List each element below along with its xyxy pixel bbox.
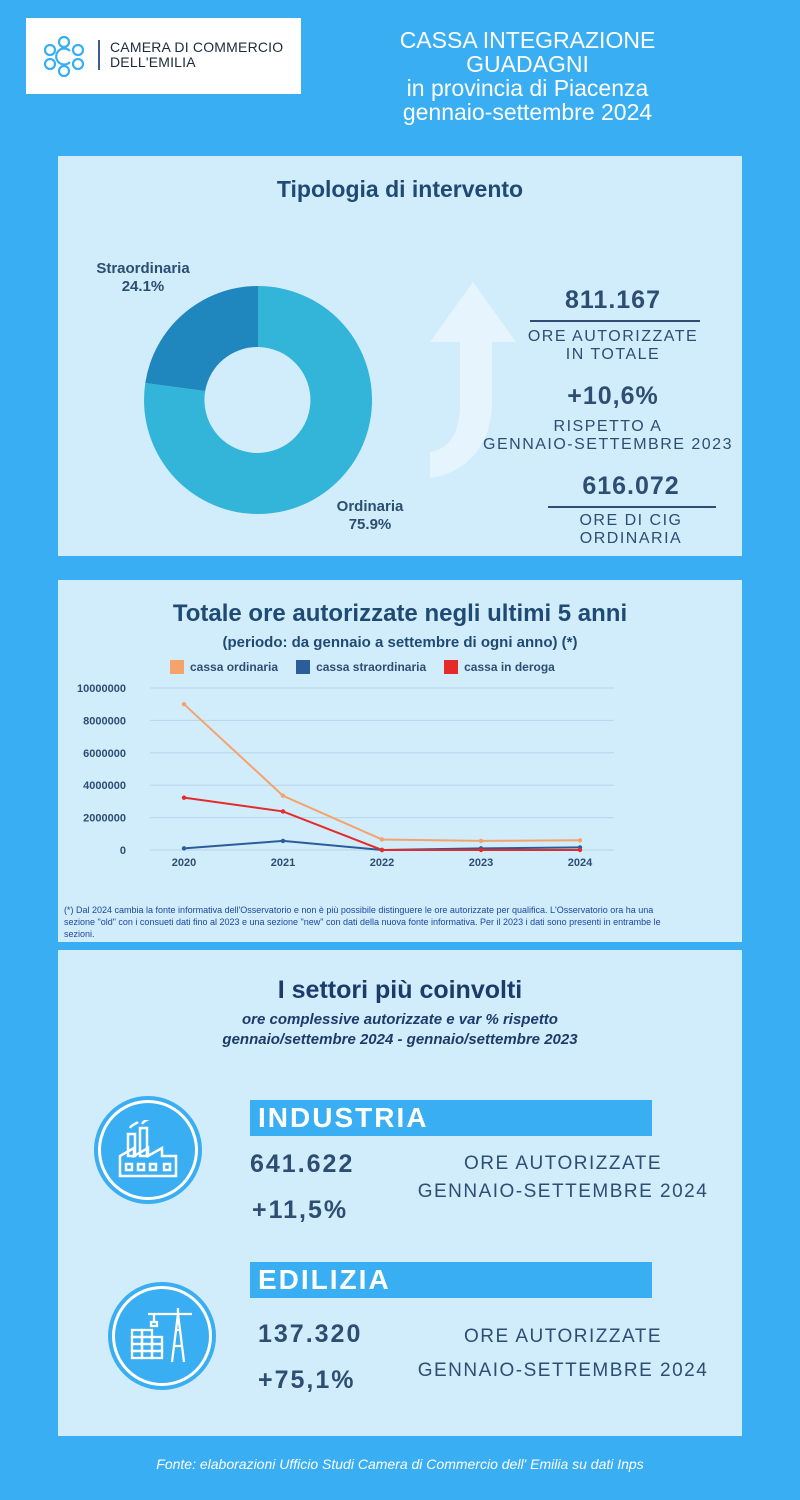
- page-title: [360, 28, 695, 124]
- chamber-logo-icon: [40, 34, 88, 78]
- industria-header: INDUSTRIA: [250, 1100, 652, 1136]
- legend-label: cassa ordinaria: [190, 660, 279, 674]
- legend-label: cassa straordinaria: [316, 660, 427, 674]
- data-point: [578, 848, 582, 852]
- ordinary-hours-value: 616.072: [582, 472, 680, 500]
- title-line-2: GUADAGNI: [466, 51, 589, 77]
- y-tick-label: 0: [119, 845, 126, 857]
- industria-label: [408, 1150, 718, 1206]
- logo-line-2: DELL'EMILIA: [110, 54, 196, 70]
- industria-label-1: ORE AUTORIZZATE: [463, 1153, 663, 1174]
- construction-icon: [128, 1304, 194, 1366]
- trend-title: Totale ore autorizzate negli ultimi 5 anni: [172, 600, 628, 627]
- data-point: [479, 848, 483, 852]
- title-line-4: gennaio-settembre 2024: [402, 99, 653, 125]
- edilizia-label-1: ORE AUTORIZZATE: [463, 1326, 663, 1347]
- edilizia-hours: 137.320: [258, 1320, 363, 1348]
- legend-item-straordinaria: [296, 660, 426, 674]
- donut-slice-straordinaria: [145, 286, 258, 391]
- legend-swatch: [296, 660, 310, 674]
- total-hours-value: 811.167: [565, 286, 661, 314]
- pie-label-ordinaria-name: Ordinaria: [336, 498, 404, 515]
- logo-line-1: CAMERA DI COMMERCIO: [110, 39, 284, 55]
- data-point: [380, 848, 384, 852]
- chart-legend: [170, 660, 555, 674]
- settori-subtitle: [58, 1010, 742, 1050]
- series-line: [184, 704, 580, 841]
- data-point: [281, 794, 285, 798]
- x-tick-label: 2024: [567, 857, 593, 869]
- data-point: [479, 839, 483, 843]
- x-tick-label: 2021: [270, 857, 296, 869]
- trend-line-chart: [58, 678, 742, 878]
- data-point: [182, 702, 186, 706]
- settori-title: I settori più coinvolti: [277, 976, 523, 1004]
- pie-label-straordinaria-pct: 24.1%: [121, 278, 165, 295]
- total-hours-label: [508, 328, 718, 364]
- industria-hours: 641.622: [250, 1150, 355, 1178]
- trend-subtitle: (periodo: da gennaio a settembre di ogni anno) (*): [222, 634, 578, 651]
- donut-chart: [144, 286, 372, 514]
- ordinary-hours-divider: [548, 506, 716, 508]
- variation-value: +10,6%: [567, 382, 659, 410]
- edilizia-header: EDILIZIA: [250, 1262, 652, 1298]
- data-point: [281, 839, 285, 843]
- y-tick-label: 10000000: [77, 683, 126, 695]
- industria-variation: +11,5%: [252, 1196, 349, 1224]
- legend-label: cassa in deroga: [464, 660, 555, 674]
- data-point: [182, 795, 186, 799]
- industry-icon-circle: [94, 1096, 202, 1204]
- x-tick-label: 2022: [369, 857, 395, 869]
- settori-subtitle-1: ore complessive autorizzate e var % rispetto: [242, 1011, 558, 1028]
- pie-label-ordinaria-pct: 75.9%: [348, 516, 392, 533]
- trend-panel: [58, 580, 742, 942]
- pie-label-straordinaria: [78, 260, 208, 296]
- variation-label: [478, 418, 738, 454]
- title-line-3: in provincia di Piacenza: [406, 75, 649, 101]
- ordinary-hours-label-1: ORE DI CIG: [579, 512, 683, 529]
- total-hours-label-2: IN TOTALE: [565, 346, 661, 363]
- intervento-panel: [58, 156, 742, 556]
- logo-text: [110, 40, 283, 70]
- data-point: [380, 837, 384, 841]
- data-point: [281, 809, 285, 813]
- data-point: [182, 846, 186, 850]
- edilizia-label: [408, 1320, 718, 1388]
- variation-label-1: RISPETTO A: [553, 418, 663, 435]
- total-hours-label-1: ORE AUTORIZZATE: [527, 328, 699, 345]
- footer-source: Fonte: elaborazioni Ufficio Studi Camera di Commercio dell' Emilia su dati Inps: [156, 1456, 644, 1472]
- trend-footnote: (*) Dal 2024 cambia la fonte informativa dell'Osservatorio e non è più possibile distinguere le ore autorizzate per qualifica. L'Osservatorio ora ha una sezione "old" con i consueti dati fino al 2023 e una sezione "new" con dati della nuova fonte informativa. Per il 2023 i dati sono presenti in entrambe le sezioni.: [64, 905, 661, 939]
- industria-label-2: GENNAIO-SETTEMBRE 2024: [417, 1181, 709, 1202]
- title-line-1: CASSA INTEGRAZIONE: [399, 27, 656, 53]
- settori-panel: [58, 950, 742, 1436]
- series-line: [184, 798, 580, 850]
- x-tick-label: 2023: [468, 857, 494, 869]
- y-tick-label: 2000000: [83, 812, 126, 825]
- ordinary-hours-label-2: ORDINARIA: [579, 530, 683, 547]
- legend-item-deroga: [444, 660, 555, 674]
- edilizia-variation: +75,1%: [258, 1366, 356, 1394]
- data-point: [578, 838, 582, 842]
- intervento-title: Tipologia di intervento: [276, 176, 524, 202]
- pie-label-ordinaria: [310, 498, 430, 534]
- edilizia-label-2: GENNAIO-SETTEMBRE 2024: [417, 1360, 709, 1381]
- legend-swatch: [444, 660, 458, 674]
- x-tick-label: 2020: [171, 857, 197, 869]
- logo-separator: [98, 40, 100, 70]
- y-tick-label: 8000000: [83, 715, 126, 728]
- legend-swatch: [170, 660, 184, 674]
- total-hours-divider: [530, 320, 700, 322]
- logo-box: [26, 18, 301, 94]
- y-tick-label: 6000000: [83, 747, 126, 760]
- y-tick-label: 4000000: [83, 780, 126, 793]
- ordinary-hours-label: [546, 512, 716, 548]
- variation-label-2: GENNAIO-SETTEMBRE 2023: [483, 436, 733, 453]
- legend-item-ordinaria: [170, 660, 278, 674]
- settori-subtitle-2: gennaio/settembre 2024 - gennaio/settembre 2023: [222, 1031, 578, 1048]
- factory-icon: [116, 1120, 180, 1180]
- construction-icon-circle: [108, 1282, 216, 1390]
- pie-label-straordinaria-name: Straordinaria: [96, 260, 190, 277]
